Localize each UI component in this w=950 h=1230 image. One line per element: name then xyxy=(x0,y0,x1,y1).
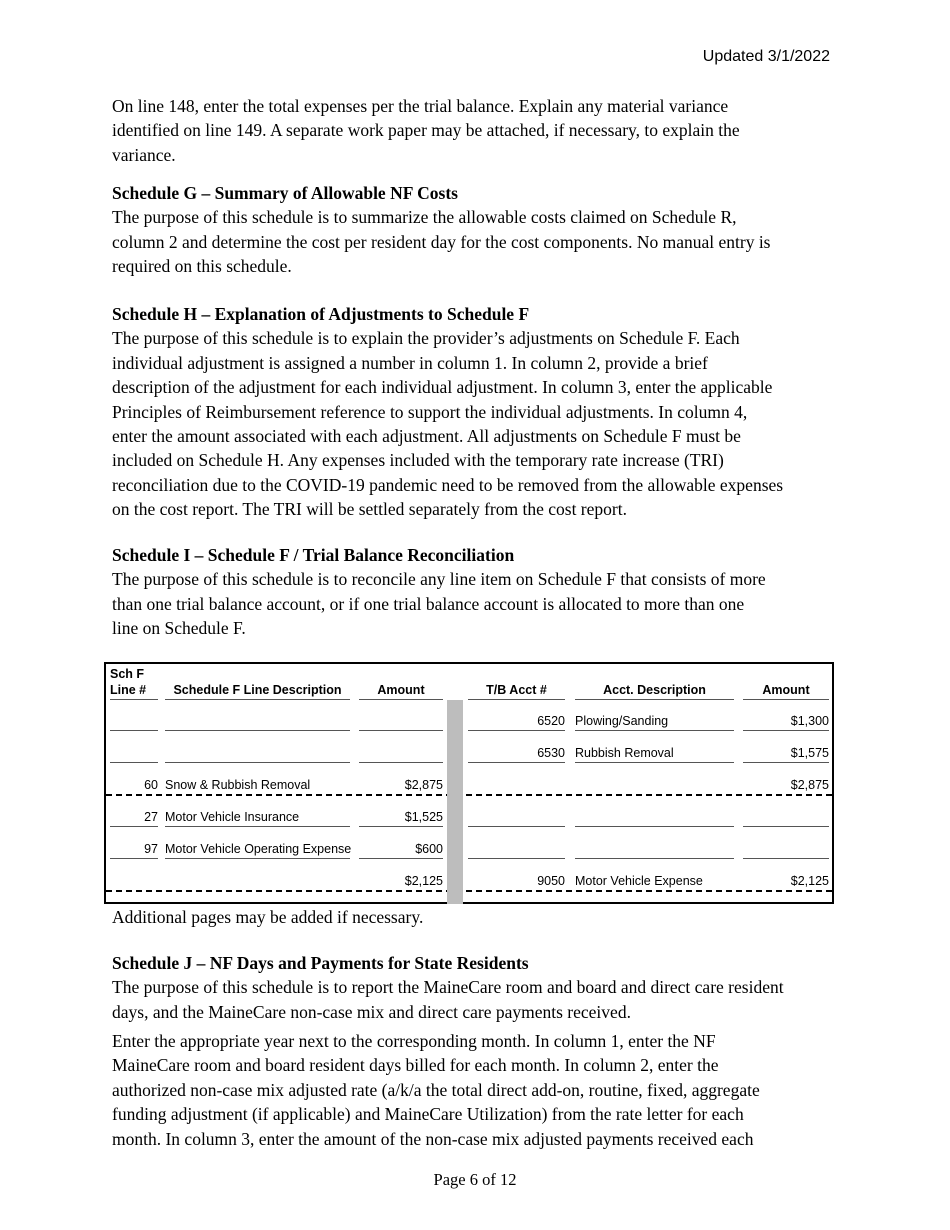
cell-amount: $2,125 xyxy=(404,874,443,888)
cell-underline xyxy=(743,699,829,700)
cell-amount2 xyxy=(743,809,829,825)
text-line: month. In column 3, enter the amount of the non-case mix adjusted payments received each xyxy=(112,1128,754,1149)
cell-desc xyxy=(165,713,350,729)
cell-acct-desc xyxy=(575,809,734,825)
section-0 xyxy=(112,94,842,167)
cell-amount2 xyxy=(743,841,829,857)
text-line: line on Schedule F. xyxy=(112,618,246,639)
text-line: funding adjustment (if applicable) and MaineCare Utilization) from the rate letter for each xyxy=(112,1104,744,1125)
text-line: variance. xyxy=(112,144,176,165)
cell-underline xyxy=(468,826,565,827)
section-heading: Schedule I – Schedule F / Trial Balance Reconciliation xyxy=(112,545,515,565)
cell-amount2: $2,875 xyxy=(790,778,829,792)
text-line: The purpose of this schedule is to summarize the allowable costs claimed on Schedule R, xyxy=(112,207,737,228)
cell-acct-desc xyxy=(575,841,734,857)
cell-amount xyxy=(359,713,443,729)
section-2 xyxy=(112,302,842,522)
reconciliation-table xyxy=(104,662,834,904)
text-line: The purpose of this schedule is to explain the provider’s adjustments on Schedule F. Each xyxy=(112,328,740,349)
cell-underline xyxy=(743,858,829,859)
cell-desc: Snow & Rubbish Removal xyxy=(165,778,311,792)
text-line: The purpose of this schedule is to report the MaineCare room and board and direct care resident xyxy=(112,977,784,998)
cell-amount xyxy=(359,745,443,761)
text-line: Principles of Reimbursement reference to support the individual adjustments. In column 4, xyxy=(112,401,748,422)
total-divider xyxy=(106,794,832,796)
cell-acct-desc: Motor Vehicle Expense xyxy=(575,874,703,888)
cell-underline xyxy=(359,762,443,763)
cell-underline xyxy=(468,730,565,731)
text-line: on the cost report. The TRI will be settled separately from the cost report. xyxy=(112,499,627,520)
cell-acct-desc: Rubbish Removal xyxy=(575,746,674,760)
section-5 xyxy=(112,951,842,1024)
cell-line: 60 xyxy=(144,778,158,792)
cell-underline xyxy=(575,699,734,700)
text-line: required on this schedule. xyxy=(112,256,292,277)
cell-tb: 6530 xyxy=(537,746,565,760)
text-line: days, and the MaineCare non-case mix and direct care payments received. xyxy=(112,1001,631,1022)
updated-date: Updated 3/1/2022 xyxy=(702,48,830,65)
cell-underline xyxy=(110,858,158,859)
column-separator xyxy=(447,700,463,904)
text-line: On line 148, enter the total expenses per the trial balance. Explain any material variance xyxy=(112,96,729,116)
section-heading: Schedule J – NF Days and Payments for State Residents xyxy=(112,953,529,973)
cell-underline xyxy=(110,762,158,763)
cell-amount: $1,525 xyxy=(404,810,443,824)
cell-amount: $600 xyxy=(415,842,443,856)
cell-underline xyxy=(468,858,565,859)
cell-amount2: $2,125 xyxy=(790,874,829,888)
section-6 xyxy=(112,1029,842,1151)
text-line: reconciliation due to the COVID-19 pandemic need to be removed from the allowable expenses xyxy=(112,474,784,495)
cell-underline xyxy=(165,699,350,700)
cell-underline xyxy=(110,826,158,827)
cell-underline xyxy=(165,762,350,763)
cell-line xyxy=(110,873,158,889)
cell-amount: $2,875 xyxy=(404,778,443,792)
page-number: Page 6 of 12 xyxy=(433,1170,517,1189)
text-line: MaineCare room and board resident days billed for each month. In column 2, enter the xyxy=(112,1055,719,1076)
cell-underline xyxy=(743,826,829,827)
text-line: individual adjustment is assigned a number in column 1. In column 2, provide a brief xyxy=(112,352,708,373)
header-acct-desc: Acct. Description xyxy=(603,683,706,697)
cell-desc xyxy=(165,745,350,761)
total-divider xyxy=(106,890,832,892)
cell-underline xyxy=(575,730,734,731)
text-line: The purpose of this schedule is to reconcile any line item on Schedule F that consists of more xyxy=(112,569,766,590)
text-line: Enter the appropriate year next to the corresponding month. In column 1, enter the NF xyxy=(112,1031,716,1051)
section-3 xyxy=(112,543,842,641)
cell-underline xyxy=(359,730,443,731)
header-line: Line # xyxy=(110,683,147,697)
cell-underline xyxy=(359,826,443,827)
cell-line xyxy=(110,713,158,729)
header-tb: T/B Acct # xyxy=(486,683,547,697)
cell-tb xyxy=(468,777,565,793)
cell-amount2: $1,300 xyxy=(790,714,829,728)
cell-underline xyxy=(743,730,829,731)
text-line: Additional pages may be added if necessary. xyxy=(112,907,424,927)
text-line: included on Schedule H. Any expenses included with the temporary rate increase (TRI) xyxy=(112,450,724,471)
cell-underline xyxy=(165,730,350,731)
header-desc: Schedule F Line Description xyxy=(173,683,342,697)
cell-line xyxy=(110,745,158,761)
cell-underline xyxy=(359,699,443,700)
header-amount: Amount xyxy=(377,683,425,697)
header-sch-f: Sch F xyxy=(110,667,145,681)
cell-underline xyxy=(575,762,734,763)
cell-desc xyxy=(165,873,350,889)
text-line: description of the adjustment for each individual adjustment. In column 3, enter the applicable xyxy=(112,377,773,398)
text-line: column 2 and determine the cost per resident day for the cost components. No manual entry is xyxy=(112,231,771,252)
section-heading: Schedule H – Explanation of Adjustments to Schedule F xyxy=(112,304,530,324)
section-1 xyxy=(112,181,842,279)
header-amount2: Amount xyxy=(762,683,810,697)
cell-line: 97 xyxy=(144,842,158,856)
cell-underline xyxy=(110,730,158,731)
cell-tb xyxy=(468,841,565,857)
cell-underline xyxy=(575,826,734,827)
cell-tb: 6520 xyxy=(537,714,565,728)
text-line: enter the amount associated with each adjustment. All adjustments on Schedule F must be xyxy=(112,425,741,446)
cell-line: 27 xyxy=(144,810,158,824)
cell-underline xyxy=(468,699,565,700)
cell-underline xyxy=(359,858,443,859)
cell-underline xyxy=(575,858,734,859)
cell-underline xyxy=(165,858,350,859)
text-line: than one trial balance account, or if one trial balance account is allocated to more than one xyxy=(112,593,745,614)
cell-acct-desc: Plowing/Sanding xyxy=(575,714,669,728)
text-line: identified on line 149. A separate work paper may be attached, if necessary, to explain the xyxy=(112,120,740,141)
section-4 xyxy=(112,905,842,929)
cell-underline xyxy=(110,699,158,700)
cell-tb xyxy=(468,809,565,825)
section-heading: Schedule G – Summary of Allowable NF Costs xyxy=(112,183,458,203)
cell-amount2: $1,575 xyxy=(790,746,829,760)
cell-desc: Motor Vehicle Operating Expense xyxy=(165,842,352,856)
cell-acct-desc xyxy=(575,777,734,793)
cell-desc: Motor Vehicle Insurance xyxy=(165,810,300,824)
cell-underline xyxy=(468,762,565,763)
cell-underline xyxy=(743,762,829,763)
cell-underline xyxy=(165,826,350,827)
cell-tb: 9050 xyxy=(537,874,565,888)
text-line: authorized non-case mix adjusted rate (a/k/a the total direct add-on, routine, fixed, aggregate xyxy=(112,1079,760,1100)
